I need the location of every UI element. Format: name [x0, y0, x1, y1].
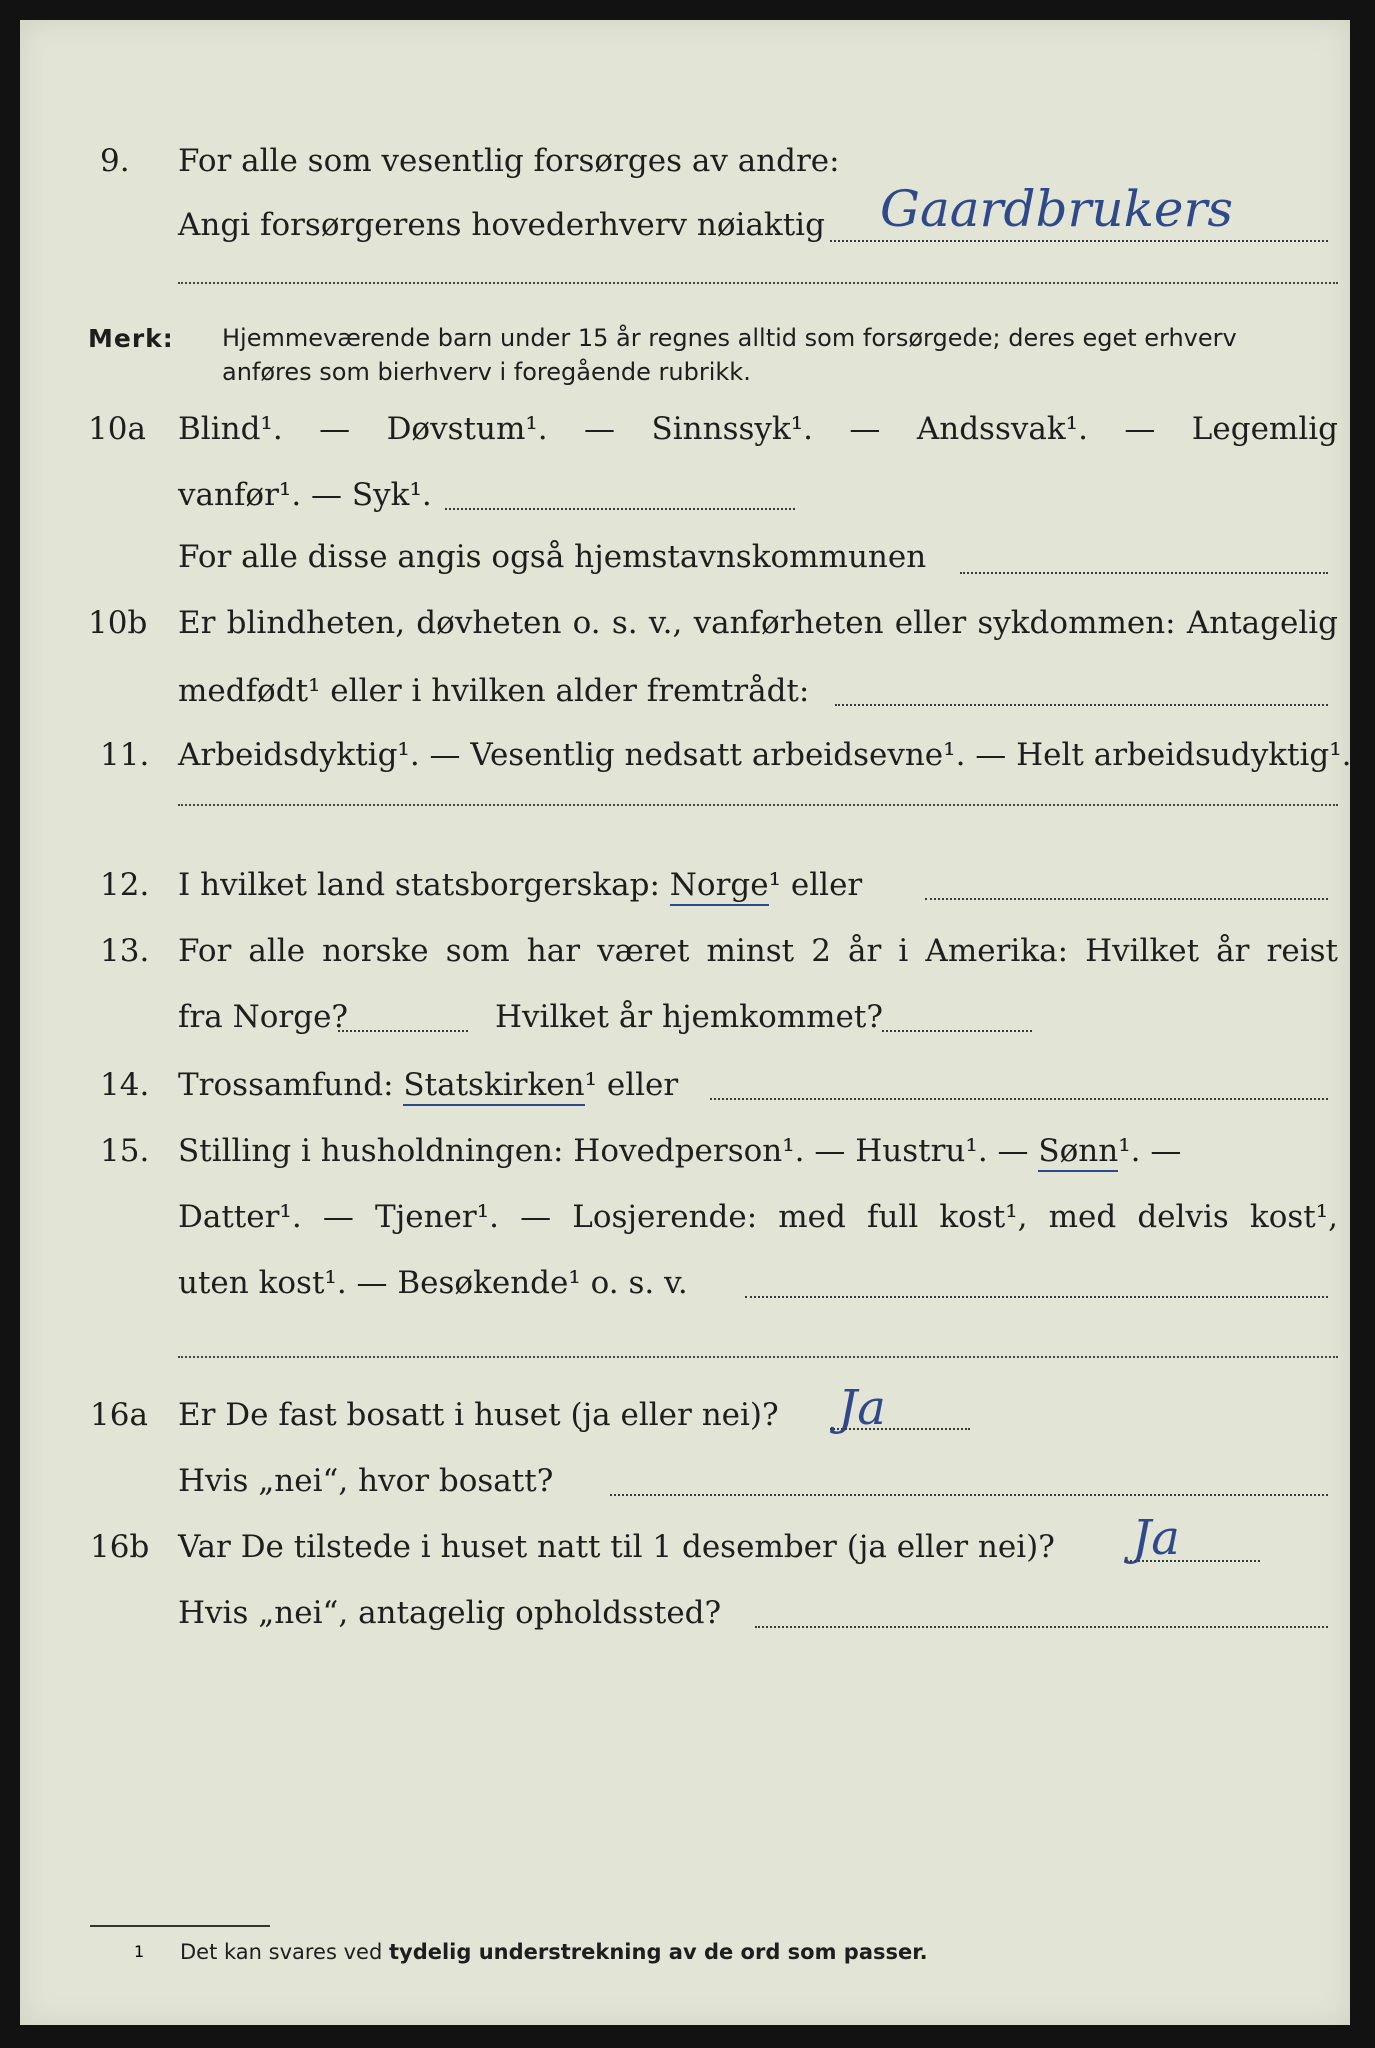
question-number: 10a [88, 411, 146, 447]
footnote-text-bold: tydelig understrekning av de ord som passer. [388, 1940, 928, 1964]
question-number: 15. [100, 1133, 150, 1169]
answer-line [1125, 1560, 1260, 1562]
question-text: ¹. — [1118, 1133, 1182, 1169]
question-number: 16a [90, 1397, 148, 1433]
handwritten-answer: Ja [838, 1380, 886, 1436]
underlined-choice: Statskirken [403, 1067, 584, 1106]
underlined-choice: Norge [670, 867, 769, 906]
question-text: vanfør¹. — Syk¹. [178, 477, 432, 513]
answer-line [960, 572, 1328, 574]
question-text: Er blindheten, døvheten o. s. v., vanførheten eller sykdommen: Antagelig [178, 605, 1338, 641]
question-text: Arbeidsdyktig¹. — Vesentlig nedsatt arbeidsevne¹. — Helt arbeidsudyktig¹. [178, 737, 1352, 773]
note-label: Merk: [88, 324, 174, 353]
question-text: Er De fast bosatt i huset (ja eller nei)? [178, 1397, 779, 1433]
underlined-choice: Sønn [1038, 1133, 1118, 1172]
answer-line [710, 1098, 1328, 1100]
question-text: Hvis „nei“, hvor bosatt? [178, 1463, 554, 1499]
question-text: Trossamfund: [178, 1067, 394, 1103]
footnote [180, 1940, 928, 1964]
question-text: Stilling i husholdningen: Hovedperson¹. — Hustru¹. — [178, 1133, 1029, 1169]
question-text: For alle norske som har været minst 2 år i Amerika: Hvilket år reist [178, 933, 1338, 969]
divider [178, 804, 1338, 806]
question-text: Hvis „nei“, antagelig opholdssted? [178, 1595, 722, 1631]
footnote-rule [90, 1925, 270, 1927]
divider [178, 282, 1338, 284]
answer-line [830, 1428, 970, 1430]
handwritten-answer: Gaardbrukers [880, 180, 1234, 238]
question-text: For alle som vesentlig forsørges av andre: [178, 143, 840, 179]
note-text: anføres som bierhverv i foregående rubrikk. [222, 358, 751, 386]
question-number: 16b [90, 1529, 150, 1565]
question-number: 10b [88, 605, 148, 641]
answer-line [755, 1626, 1328, 1628]
question-text: For alle disse angis også hjemstavnskommunen [178, 539, 927, 575]
question-text: Blind¹. — Døvstum¹. — Sinnssyk¹. — Andssvak¹. — Legemlig [178, 411, 1338, 447]
note-text: Hjemmeværende barn under 15 år regnes alltid som forsørgede; deres eget erhverv [222, 324, 1237, 352]
answer-line [610, 1494, 1328, 1496]
question-text: Datter¹. — Tjener¹. — Losjerende: med full kost¹, med delvis kost¹, [178, 1199, 1338, 1235]
footnote-text: Det kan svares ved [180, 1940, 383, 1964]
question-text: fra Norge? [178, 999, 349, 1035]
answer-line [835, 704, 1328, 706]
question-text: ¹ eller [584, 1067, 679, 1103]
answer-line [925, 898, 1328, 900]
handwritten-answer: Ja [1132, 1510, 1180, 1566]
question-number: 14. [100, 1067, 150, 1103]
question-text: uten kost¹. — Besøkende¹ o. s. v. [178, 1265, 688, 1301]
question-text: I hvilket land statsborgerskap: [178, 867, 660, 903]
answer-line [338, 1030, 468, 1032]
question-number: 9. [100, 143, 130, 179]
question-text: medfødt¹ eller i hvilken alder fremtrådt: [178, 673, 810, 709]
divider [178, 1356, 1338, 1358]
answer-line [745, 1296, 1328, 1298]
question-text: Angi forsørgerens hovederhverv nøiaktig [178, 207, 825, 243]
question-text: Hvilket år hjemkommet? [495, 999, 883, 1035]
question-text: ¹ eller [768, 867, 863, 903]
question-number: 13. [100, 933, 150, 969]
answer-line [830, 240, 1328, 242]
answer-line [445, 508, 795, 510]
question-text: Var De tilstede i huset natt til 1 desember (ja eller nei)? [178, 1529, 1055, 1565]
answer-line [882, 1030, 1032, 1032]
question-number: 12. [100, 867, 150, 903]
question-number: 11. [100, 737, 150, 773]
footnote-mark: 1 [134, 1942, 145, 1961]
census-form-page [20, 20, 1350, 2025]
